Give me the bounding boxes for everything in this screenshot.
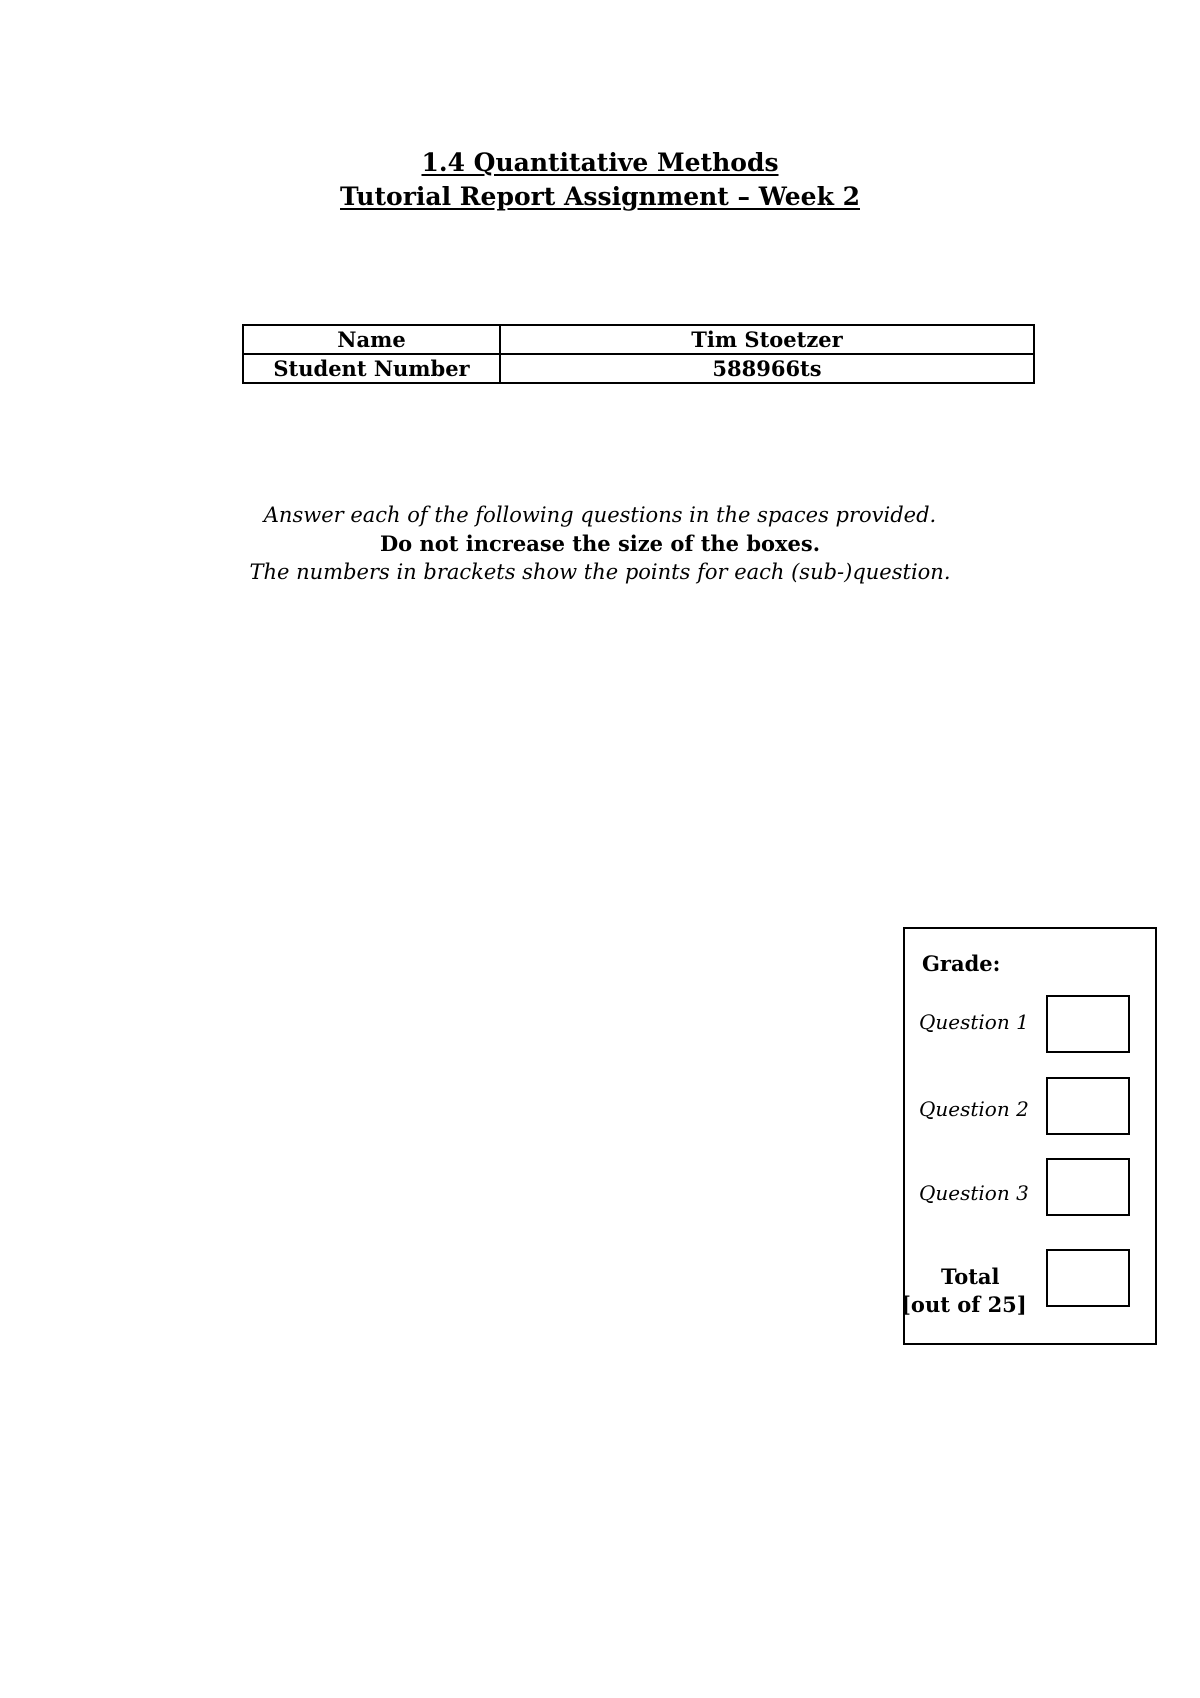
total-text: Total (941, 1264, 1000, 1289)
student-number-label: Student Number (243, 354, 500, 383)
question-1-label: Question 1 (919, 1010, 1029, 1034)
table-row (243, 354, 1034, 383)
course-title: 1.4 Quantitative Methods (421, 148, 779, 177)
question-3-label: Question 3 (919, 1181, 1029, 1205)
question-2-score-box[interactable] (1046, 1077, 1130, 1135)
total-label (901, 1263, 1027, 1319)
instruction-points: The numbers in brackets show the points for each (sub-)question. (249, 560, 951, 584)
instruction-answer-spaces: Answer each of the following questions in the spaces provided. (263, 503, 937, 527)
question-3-score-box[interactable] (1046, 1158, 1130, 1216)
question-2-label: Question 2 (919, 1097, 1029, 1121)
grade-title: Grade: (922, 951, 1001, 976)
grade-panel (903, 927, 1157, 1345)
student-info-table (242, 324, 1035, 384)
student-number-value: 588966ts (500, 354, 1034, 383)
name-label: Name (243, 325, 500, 354)
table-row (243, 325, 1034, 354)
question-1-score-box[interactable] (1046, 995, 1130, 1053)
total-note: [out of 25] (901, 1292, 1027, 1317)
total-score-box[interactable] (1046, 1249, 1130, 1307)
assignment-title: Tutorial Report Assignment – Week 2 (340, 182, 860, 211)
instruction-box-size: Do not increase the size of the boxes. (379, 531, 821, 556)
name-value: Tim Stoetzer (500, 325, 1034, 354)
